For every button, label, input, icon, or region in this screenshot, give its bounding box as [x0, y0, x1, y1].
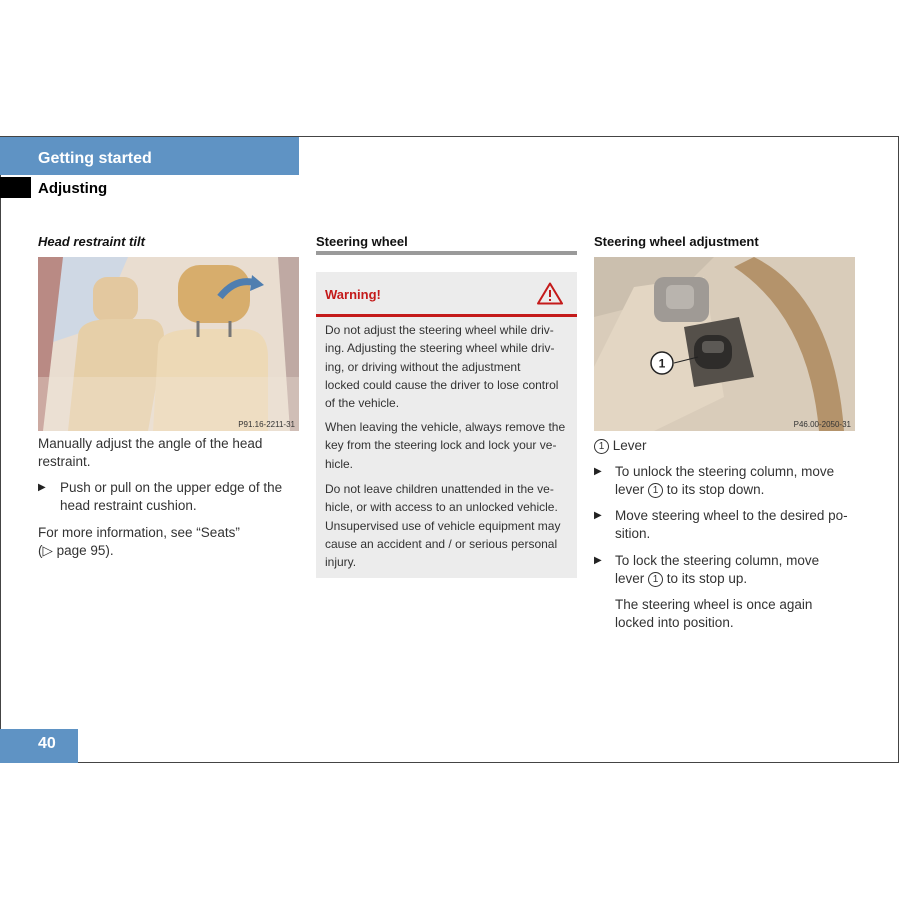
legend-item: 1 Lever	[594, 437, 856, 455]
steering-wheel-heading: Steering wheel	[316, 234, 408, 249]
warning-paragraph: When leaving the vehicle, always remove the key from the steering lock and lock your ve- hicle.	[325, 420, 566, 471]
warning-box	[316, 272, 577, 578]
callout-number: 1	[648, 483, 663, 498]
photo-code: P46.00-2050-31	[793, 420, 851, 429]
warning-rule	[316, 314, 577, 317]
head-restraint-photo	[38, 257, 299, 431]
bullet-triangle-icon: ▶	[594, 510, 602, 521]
bullet-triangle-icon: ▶	[594, 466, 602, 477]
steering-adjustment-heading: Steering wheel adjustment	[594, 234, 759, 249]
head-restraint-intro: Manually adjust the angle of the head restraint.	[38, 436, 263, 469]
callout-number: 1	[658, 356, 666, 371]
bullet-triangle-icon: ▶	[594, 555, 602, 566]
more-info-text: For more information, see “Seats” (▷ page 95).	[38, 525, 240, 558]
list-item: ▶ Move steering wheel to the desired po- sition.	[594, 508, 848, 541]
callout-number: 1	[648, 572, 663, 587]
warning-paragraph: Do not leave children unattended in the ve- hicle, or with access to an unlocked vehicle. Unsupervised use of vehicle equipment may cause an accident and / or serious personal injury.	[325, 482, 561, 570]
page-number: 40	[38, 735, 56, 752]
list-item: ▶ To unlock the steering column, move lever 1 to its stop down.	[594, 464, 835, 497]
head-restraint-heading: Head restraint tilt	[38, 234, 145, 249]
warning-paragraph: Do not adjust the steering wheel while driv- ing. Adjusting the steering wheel while driv- ing, or driving without the adjustment locked could cause the driver to lose control of the vehicle.	[325, 323, 559, 411]
callout-number: 1	[594, 439, 609, 454]
warning-icon	[537, 282, 563, 310]
photo-code: P91.16-2211-31	[238, 420, 295, 429]
bullet-triangle-icon: ▶	[38, 482, 46, 493]
warning-title: Warning!	[325, 287, 381, 302]
result-text: The steering wheel is once again locked into position.	[615, 597, 813, 630]
list-item: ▶ To lock the steering column, move lever 1 to its stop up.	[594, 553, 820, 586]
list-item: ▶ Push or pull on the upper edge of the head restraint cushion.	[38, 480, 283, 513]
heading-rule	[316, 251, 577, 255]
steering-lever-photo	[594, 257, 855, 431]
section-marker	[0, 177, 31, 198]
section-title: Getting started	[38, 150, 152, 167]
subsection-title: Adjusting	[38, 180, 108, 197]
